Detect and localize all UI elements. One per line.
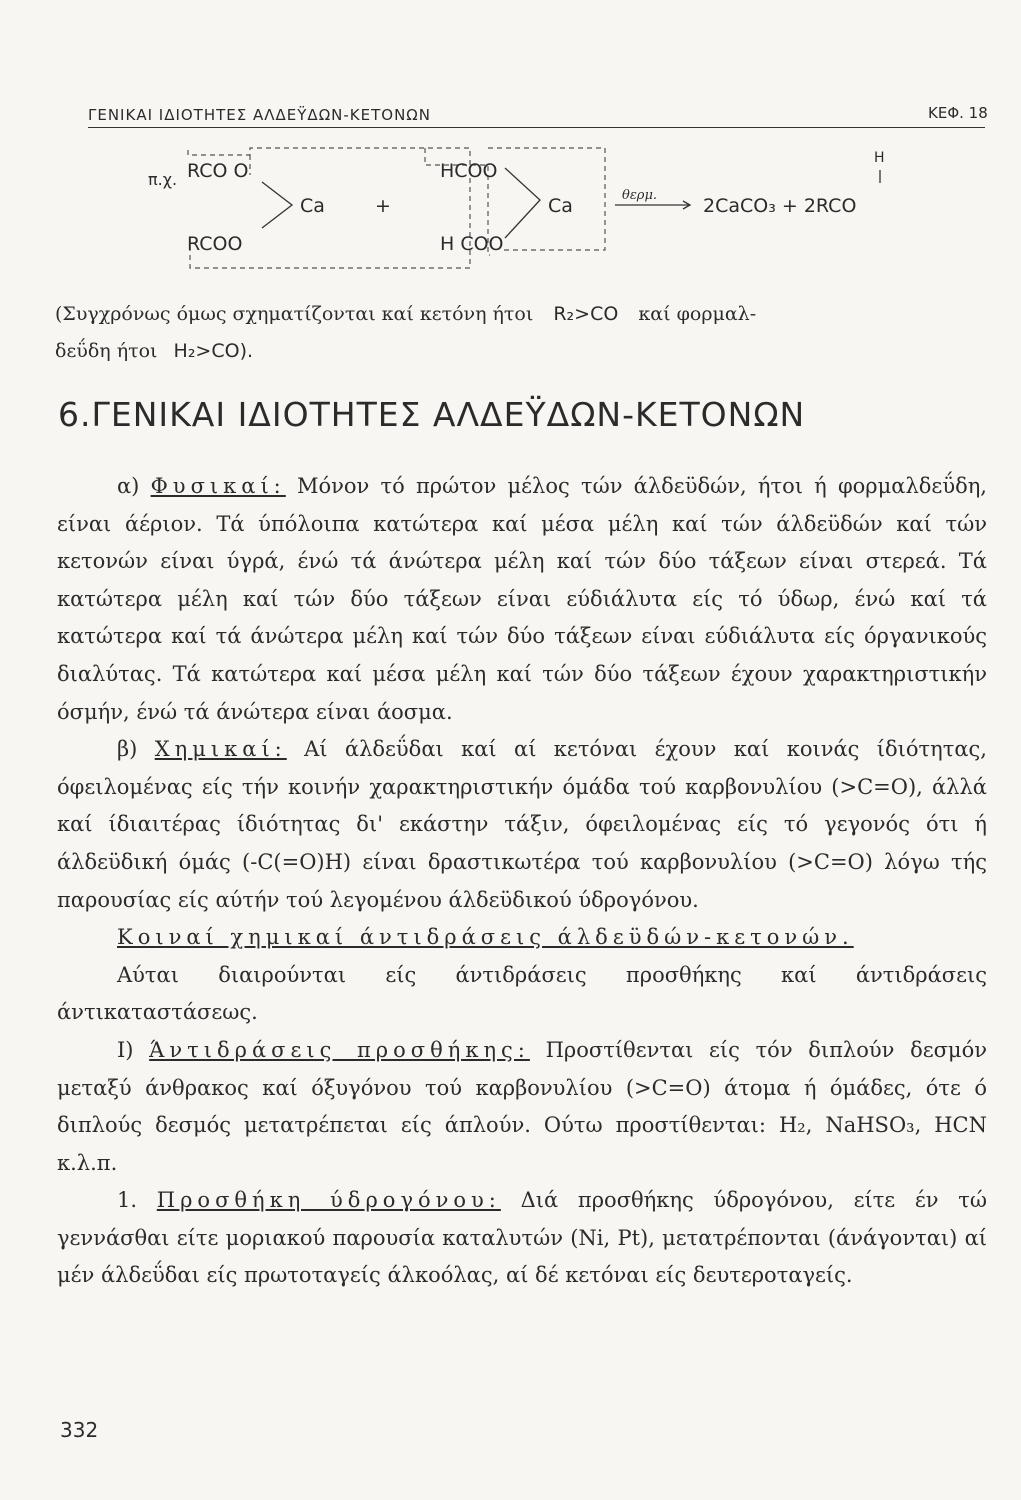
note-text-1a: (Συγχρόνως όμως σχηματίζονται καί κετόνη ήτοι (55, 303, 534, 325)
common-text: Αύται διαιρούνται είς άντιδράσεις προσθήκης καί άντιδράσεις άντικαταστάσεως. (57, 962, 987, 1025)
box-3 (488, 148, 605, 250)
example-prefix: π.χ. (148, 170, 178, 189)
paragraph-common (57, 957, 987, 1032)
section-title: 6.ΓΕΝΙΚΑΙ ΙΔΙΟΤΗΤΕΣ ΑΛΔΕΫΔΩΝ-ΚΕΤΟΝΩΝ (58, 395, 806, 434)
paragraph-physical (57, 468, 987, 731)
note-text-1b: καί φορμαλ- (638, 303, 757, 325)
reaction-dashed-boxes (0, 0, 1021, 300)
common-reactions-heading (57, 919, 987, 957)
hydrogen-marker: 1. (117, 1188, 138, 1213)
calcium-1: Ca (300, 195, 325, 217)
salt2-bottom: H COO (440, 233, 504, 255)
addition-text: Προστίθενται είς τόν διπλούν δεσμόν μεταξύ άνθρακος καί όξυγόνου τού καρβονυλίου (>C=O) άτομα ή όμάδες, ότε ό διπλούς δεσμός μετατρέπεται είς άπλούν. Ούτω προστίθενται: H₂, NaHSO₃, HCN κ.λ.π. (57, 1037, 987, 1175)
bracket-1 (262, 182, 292, 228)
para-a-text: Μόνον τό πρώτον μέλος τών άλδεϋδών, ήτοι ή φορμαλδεΰδη, είναι άέριον. Τά ύπόλοιπα κατώτερα καί μέσα μέλη καί τών άλδεϋδών καί τών κετονών είναι ύγρά, ένώ τά άνώτερα μέλη καί τών δύο τάξεων είναι στερεά. Τά κατώτερα μέλη καί τών δύο τάξεων είναι εύδιάλυτα είς τό ύδωρ, ένώ καί τά κατώτερα καί τά άνώτερα μέλη καί τών δύο τάξεων είναι εύδιάλυτα είς όργανικούς διαλύτας. Τά κατώτερα καί μέσα μέλη καί τών δύο τάξεων έχουν χαρακτηριστικήν όσμήν, ένώ τά άνώτερα είναι άοσμα. (57, 474, 987, 724)
hydrogen-label: Προσθήκη ύδρογόνου: (156, 1188, 501, 1213)
salt2-top: HCOO (440, 160, 498, 182)
bracket-2 (505, 168, 540, 238)
hydrogen-text: Διά προσθήκης ύδρογόνου, είτε έν τώ γεννάσθαι είτε μοριακού παρουσία καταλυτών (Ni, Pt), μετατρέπονται (άνάγονται) αί μέν άλδεΰδαι είς πρωτοταγείς άλκοόλας, αί δέ κετόναι είς δευτεροταγείς. (57, 1188, 987, 1288)
products-hydrogen: H (874, 150, 885, 166)
body-text (57, 468, 987, 1295)
formaldehyde-formula: H₂>CO). (173, 340, 254, 362)
para-b-label: Χημικαί: (154, 737, 287, 762)
para-a-label: Φυσικαί: (150, 474, 286, 498)
paragraph-chemical (57, 731, 987, 919)
calcium-2: Ca (548, 195, 573, 217)
common-heading: Κοιναί χημικαί άντιδράσεις άλδεϋδών-κετονών. (117, 925, 854, 950)
addition-label: Άντιδράσεις προσθήκης: (149, 1037, 530, 1062)
para-b-marker: β) (117, 737, 138, 762)
salt1-bottom: RCOO (187, 233, 243, 255)
note-line-1 (55, 303, 756, 325)
salt1-top: RCO O (187, 160, 249, 182)
para-a-marker: α) (117, 474, 140, 498)
reaction-condition: θερμ. (622, 188, 658, 203)
reaction-products: 2CaCO₃ + 2RCO (703, 195, 857, 217)
note-line-2 (55, 340, 253, 362)
plus-sign: + (375, 195, 391, 217)
paragraph-hydrogen (57, 1182, 987, 1295)
para-b-text: Αί άλδεΰδαι καί αί κετόναι έχουν καί κοινάς ίδιότητας, όφειλομένας είς τήν κοινήν χαρακτηριστικήν όμάδα τού καρβονυλίου (>C=O), άλλά καί ίδιαιτέρας ίδιότητας δι' εκάστην τάξιν, όφειλομένας είς τό γεγονός ότι ή άλδεϋδική όμάς (-C(=O)H) είναι δραστικωτέρα τού καρβονυλίου (>C=O) λόγω τής παρουσίας είς αύτήν τού λεγομένου άλδεϋδικού ύδρογόνου. (57, 737, 987, 912)
ketone-formula: R₂>CO (553, 303, 619, 325)
addition-marker: Ι) (117, 1037, 134, 1062)
paragraph-addition (57, 1032, 987, 1182)
running-title: ΓΕΝΙΚΑΙ ΙΔΙΟΤΗΤΕΣ ΑΛΔΕΫΔΩΝ-ΚΕΤΟΝΩΝ (88, 106, 431, 124)
page-number: 332 (60, 1418, 99, 1442)
note-text-2a: δεΰδη ήτοι (55, 340, 158, 362)
chapter-label: ΚΕΦ. 18 (928, 104, 988, 122)
